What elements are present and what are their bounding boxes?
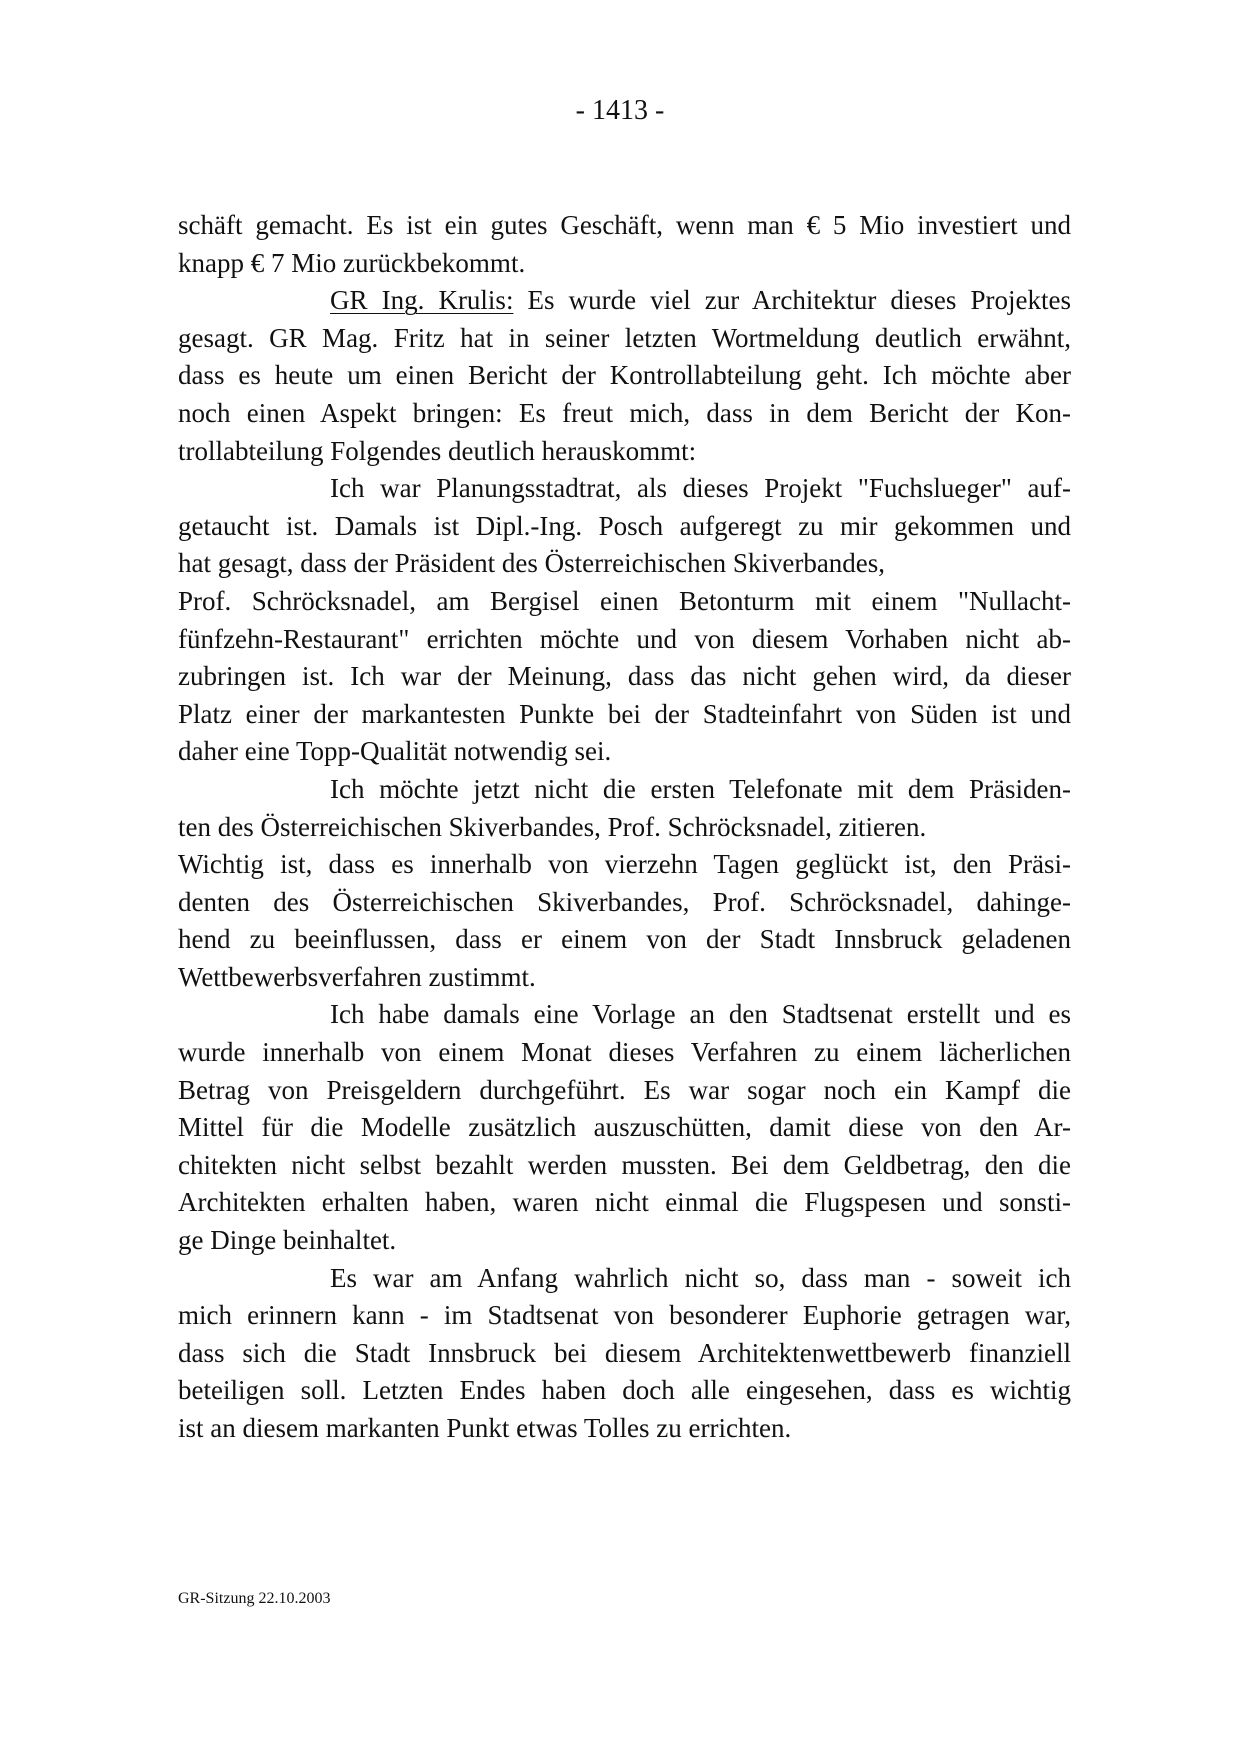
text-line: zubringen ist. Ich war der Meinung, dass das nicht gehen wird, da dieser [178, 661, 1071, 692]
text-line [178, 282, 1071, 320]
text-line: ten des Österreichischen Skiverbandes, Prof. Schröcksnadel, zitieren. [178, 811, 927, 842]
text-line: Wichtig ist, dass es innerhalb von vierzehn Tagen geglückt ist, den Präsi- [178, 849, 1071, 880]
body-text [178, 207, 1071, 1448]
text-line: Ich habe damals eine Vorlage an den Stadtsenat erstellt und es [330, 999, 1071, 1030]
text-line: Platz einer der markantesten Punkte bei der Stadteinfahrt von Süden ist und [178, 698, 1071, 729]
text-line: Wettbewerbsverfahren zustimmt. [178, 961, 536, 992]
text-line: dass sich die Stadt Innsbruck bei diesem Architektenwettbewerb finanziell [178, 1337, 1071, 1368]
text-line: Mittel für die Modelle zusätzlich auszuschütten, damit diese von den Ar- [178, 1112, 1071, 1143]
text-line: beteiligen soll. Letzten Endes haben doch alle eingesehen, dass es wichtig [178, 1375, 1071, 1406]
text-line: fünfzehn-Restaurant" errichten möchte und von diesem Vorhaben nicht ab- [178, 623, 1071, 654]
text-line: getaucht ist. Damals ist Dipl.-Ing. Posch aufgeregt zu mir gekommen und [178, 510, 1071, 541]
text-line: Ich war Planungsstadtrat, als dieses Projekt "Fuchslueger" auf- [330, 473, 1071, 504]
text-line: gesagt. GR Mag. Fritz hat in seiner letzten Wortmeldung deutlich erwähnt, [178, 322, 1071, 353]
text-line: ge Dinge beinhaltet. [178, 1225, 397, 1256]
text-line: ist an diesem markanten Punkt etwas Tolles zu errichten. [178, 1413, 792, 1443]
text-line: Architekten erhalten haben, waren nicht einmal die Flugspesen und sonsti- [178, 1187, 1071, 1218]
text-line: chitekten nicht selbst bezahlt werden mussten. Bei dem Geldbetrag, den die [178, 1149, 1071, 1180]
text-line: daher eine Topp-Qualität notwendig sei. [178, 736, 612, 767]
speaker-name: GR Ing. Krulis: [330, 285, 514, 316]
text-line: Prof. Schröcksnadel, am Bergisel einen Betonturm mit einem "Nullacht- [178, 585, 1071, 616]
text-line-content: Es wurde viel zur Architektur dieses Projektes [513, 285, 1072, 316]
footer-session-date: GR-Sitzung 22.10.2003 [178, 1590, 331, 1607]
page-number: - 1413 - [575, 95, 665, 126]
text-line: hat gesagt, dass der Präsident des Österreichischen Skiverbandes, [178, 548, 886, 579]
text-line: Betrag von Preisgeldern durchgeführt. Es war sogar noch ein Kampf die [178, 1074, 1071, 1105]
text-line: wurde innerhalb von einem Monat dieses Verfahren zu einem lächerlichen [178, 1037, 1071, 1068]
text-line: dass es heute um einen Bericht der Kontrollabteilung geht. Ich möchte aber [178, 360, 1071, 391]
text-line: knapp € 7 Mio zurückbekommt. [178, 247, 526, 278]
text-line: noch einen Aspekt bringen: Es freut mich, dass in dem Bericht der Kon- [178, 397, 1071, 428]
text-line: trollabteilung Folgendes deutlich herauskommt: [178, 435, 697, 466]
text-line: schäft gemacht. Es ist ein gutes Geschäft, wenn man € 5 Mio investiert und [178, 210, 1071, 240]
text-line: denten des Österreichischen Skiverbandes, Prof. Schröcksnadel, dahinge- [178, 886, 1071, 917]
text-line: hend zu beeinflussen, dass er einem von der Stadt Innsbruck geladenen [178, 924, 1071, 955]
text-line: Es war am Anfang wahrlich nicht so, dass man - soweit ich [330, 1262, 1071, 1293]
text-line: mich erinnern kann - im Stadtsenat von besonderer Euphorie getragen war, [178, 1300, 1071, 1331]
text-line: Ich möchte jetzt nicht die ersten Telefonate mit dem Präsiden- [330, 773, 1071, 804]
